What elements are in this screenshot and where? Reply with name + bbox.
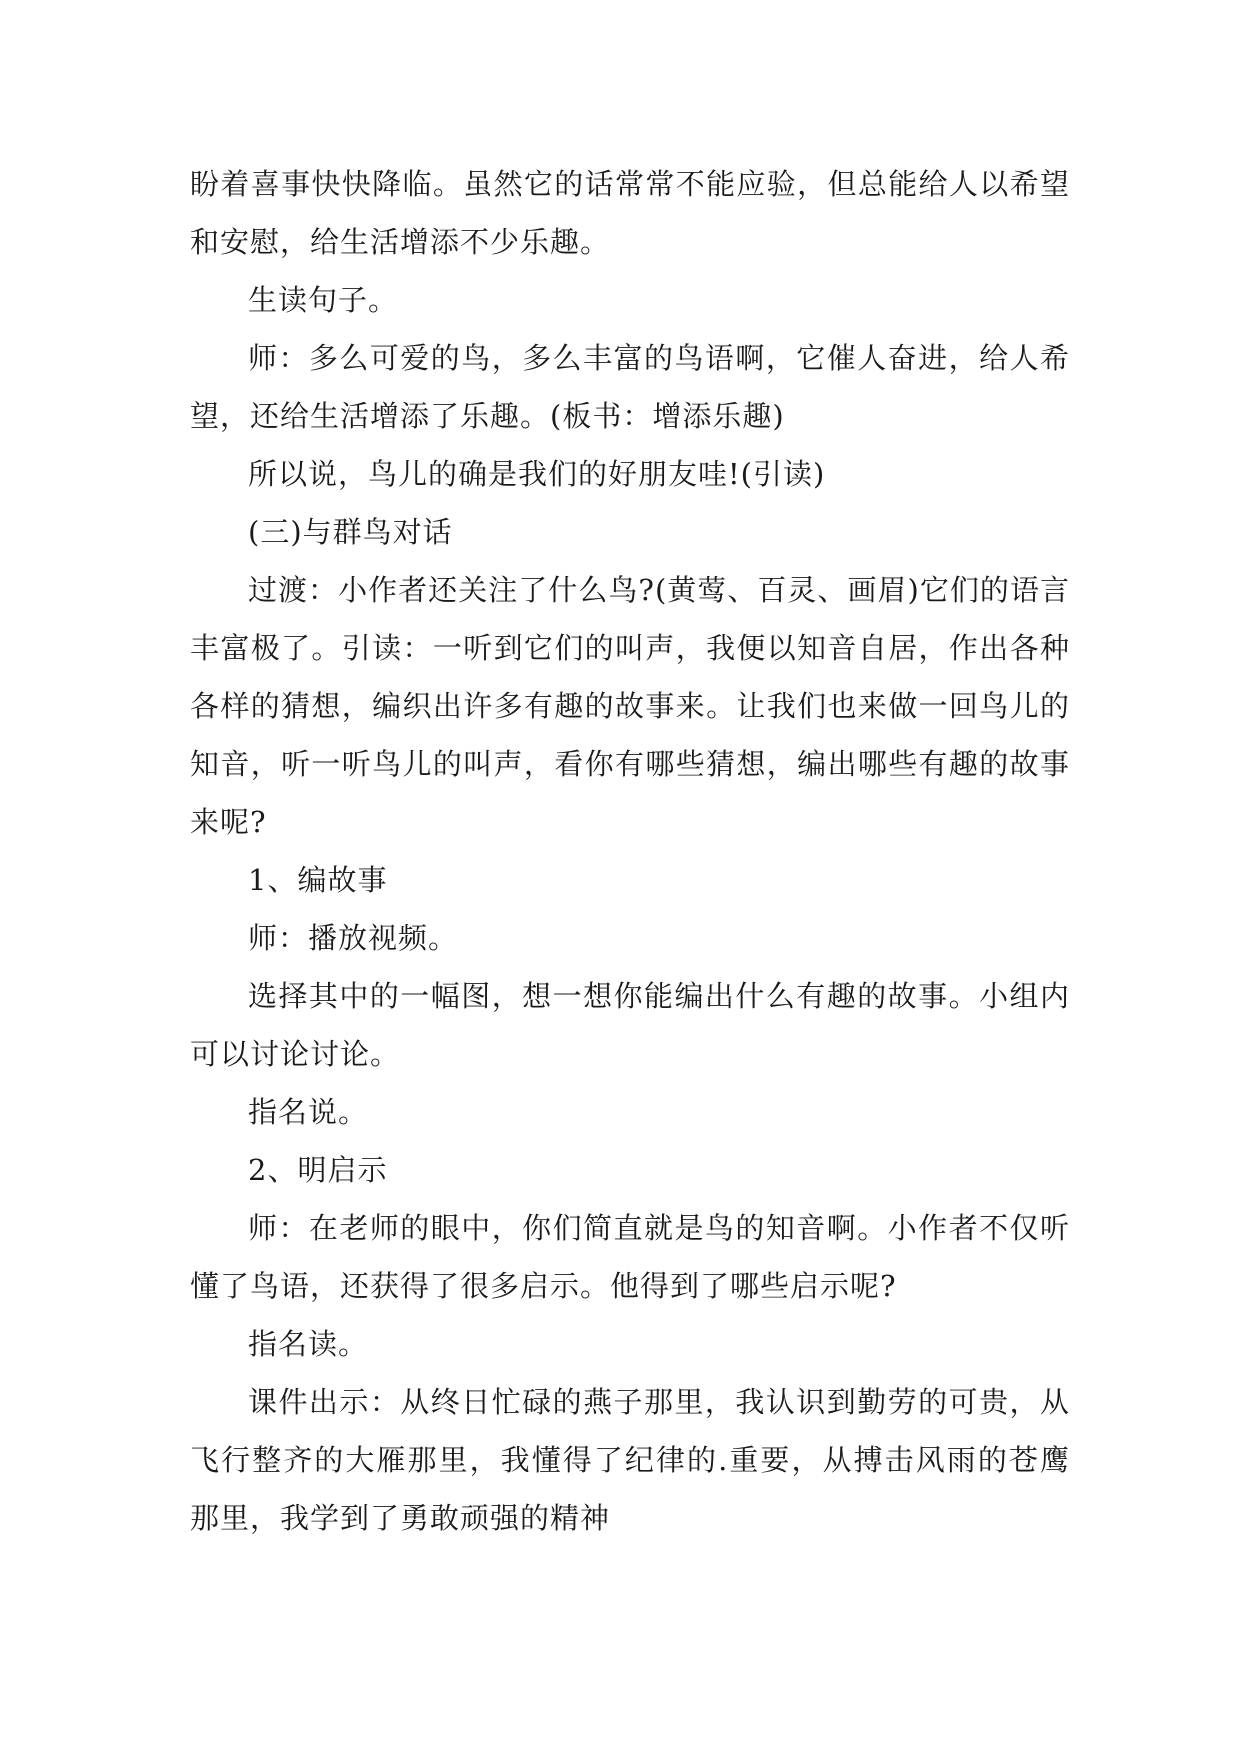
paragraph-1: 盼着喜事快快降临。虽然它的话常常不能应验，但总能给人以希望和安慰，给生活增添不少乐趣。 — [190, 167, 1070, 259]
subheading-1: 1、编故事 — [248, 863, 388, 897]
paragraph-10: 指名说。 — [248, 1095, 369, 1129]
paragraph-6: 过渡：小作者还关注了什么鸟?(黄莺、百灵、画眉)它们的语言丰富极了。引读：一听到它们的叫声，我便以知音自居，作出各种各样的猜想，编织出许多有趣的故事来。让我们也来做一回鸟儿的知音，听一听鸟儿的叫声，看你有哪些猜想，编出哪些有趣的故事来呢? — [190, 573, 1070, 839]
paragraph-8: 师：播放视频。 — [248, 921, 459, 955]
paragraph-4: 所以说，鸟儿的确是我们的好朋友哇!(引读) — [248, 457, 826, 491]
document-body — [190, 155, 1070, 1547]
paragraph-13: 指名读。 — [248, 1327, 369, 1361]
paragraph-9: 选择其中的一幅图，想一想你能编出什么有趣的故事。小组内可以讨论讨论。 — [190, 979, 1070, 1071]
paragraph-12: 师：在老师的眼中，你们简直就是鸟的知音啊。小作者不仅听懂了鸟语，还获得了很多启示。他得到了哪些启示呢? — [190, 1211, 1070, 1303]
subheading-2: 2、明启示 — [248, 1153, 388, 1187]
paragraph-14: 课件出示：从终日忙碌的燕子那里，我认识到勤劳的可贵，从飞行整齐的大雁那里，我懂得了纪律的.重要，从搏击风雨的苍鹰那里，我学到了勇敢顽强的精神 — [190, 1385, 1070, 1535]
paragraph-3: 师：多么可爱的鸟，多么丰富的鸟语啊，它催人奋进，给人希望，还给生活增添了乐趣。(板书：增添乐趣) — [190, 341, 1070, 433]
section-heading: (三)与群鸟对话 — [248, 515, 453, 549]
paragraph-2: 生读句子。 — [248, 283, 399, 317]
